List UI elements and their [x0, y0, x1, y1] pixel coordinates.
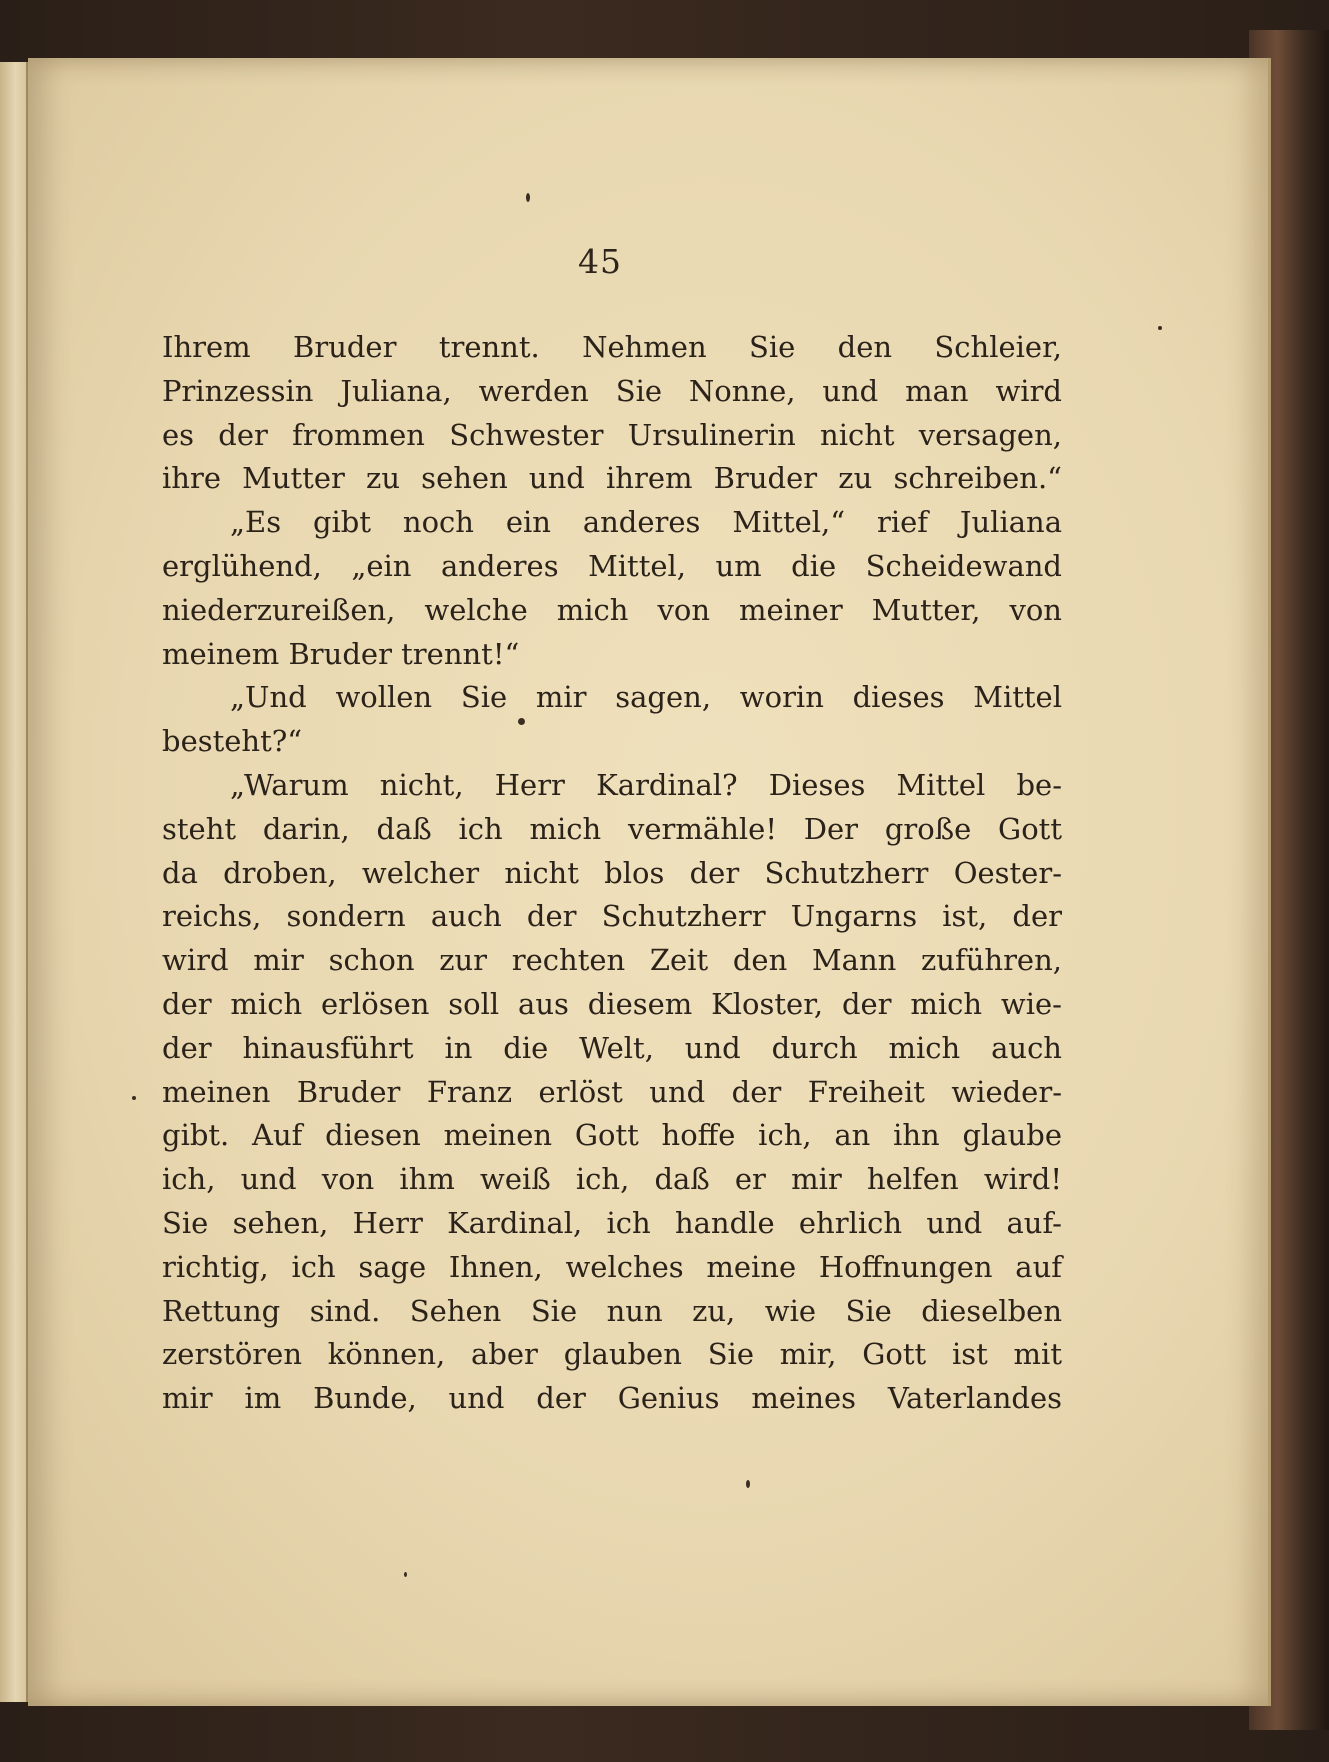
text-line: mir im Bunde, und der Genius meines Vaterlandes: [162, 1381, 1062, 1416]
ink-speck: [132, 1096, 136, 1100]
text-line: „Und wollen Sie mir sagen, worin dieses Mittel: [230, 680, 1062, 715]
text-line: meinen Bruder Franz erlöst und der Freiheit wieder-: [162, 1074, 1062, 1109]
ink-speck: [1158, 326, 1162, 330]
text-line: da droben, welcher nicht blos der Schutzherr Oester-: [162, 855, 1062, 890]
text-line: Prinzessin Juliana, werden Sie Nonne, und man wird: [162, 373, 1062, 408]
text-line: niederzureißen, welche mich von meiner Mutter, von: [162, 592, 1062, 627]
page-text: [162, 326, 1062, 1421]
text-line: reichs, sondern auch der Schutzherr Ungarns ist, der: [162, 899, 1062, 934]
text-line: „Es gibt noch ein anderes Mittel,“ rief Juliana: [230, 505, 1062, 540]
text-line: „Warum nicht, Herr Kardinal? Dieses Mittel be-: [230, 767, 1062, 802]
ink-speck: [526, 193, 530, 202]
text-line: Ihrem Bruder trennt. Nehmen Sie den Schleier,: [162, 330, 1062, 364]
page-number: 45: [578, 242, 622, 281]
text-line: gibt. Auf diesen meinen Gott hoffe ich, an ihn glaube: [162, 1118, 1062, 1153]
text-line: steht darin, daß ich mich vermähle! Der große Gott: [162, 811, 1062, 846]
ink-speck: [746, 1480, 750, 1488]
text-line: Sie sehen, Herr Kardinal, ich handle ehrlich und auf-: [162, 1205, 1062, 1240]
text-line: es der frommen Schwester Ursulinerin nicht versagen,: [162, 417, 1062, 452]
text-line: Rettung sind. Sehen Sie nun zu, wie Sie dieselben: [162, 1293, 1062, 1328]
text-line: der mich erlösen soll aus diesem Kloster, der mich wie-: [162, 986, 1062, 1021]
text-line: richtig, ich sage Ihnen, welches meine Hoffnungen auf: [162, 1249, 1062, 1284]
text-line: ihre Mutter zu sehen und ihrem Bruder zu schreiben.“: [162, 461, 1062, 496]
text-line: ich, und von ihm weiß ich, daß er mir helfen wird!: [162, 1162, 1062, 1197]
text-line: der hinausführt in die Welt, und durch mich auch: [162, 1030, 1062, 1065]
previous-page-edge: [0, 62, 28, 1702]
text-line: wird mir schon zur rechten Zeit den Mann zuführen,: [162, 943, 1062, 978]
text-line: meinem Bruder trennt!“: [162, 636, 520, 671]
ink-speck: [404, 1572, 407, 1577]
text-line: zerstören können, aber glauben Sie mir, Gott ist mit: [162, 1337, 1062, 1372]
text-line: erglühend, „ein anderes Mittel, um die Scheidewand: [162, 548, 1062, 583]
text-line: besteht?“: [162, 724, 303, 759]
